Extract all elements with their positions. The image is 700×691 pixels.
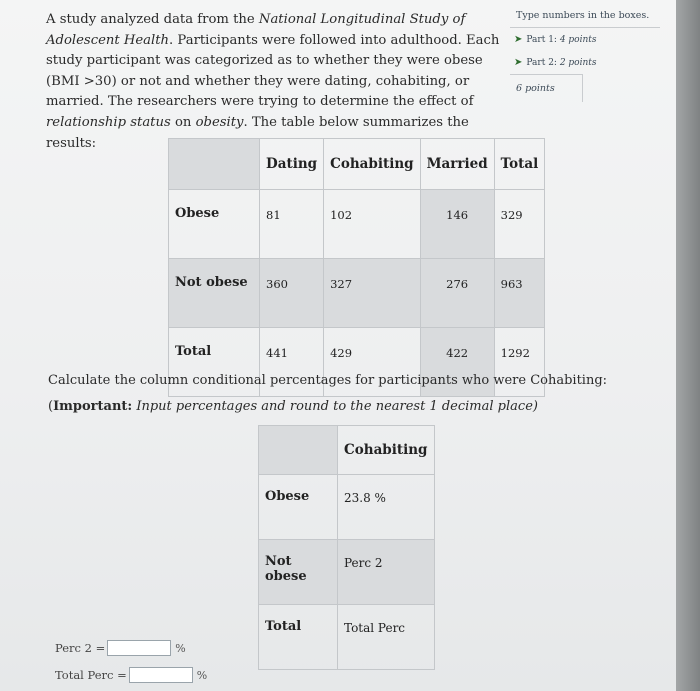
table-row	[169, 190, 545, 259]
total-perc-input[interactable]	[129, 667, 193, 683]
cell-value: 146	[420, 190, 494, 259]
cond-label-obese: Obese	[259, 475, 338, 540]
header-married: Married	[420, 139, 494, 190]
part-1-name: Part 1:	[526, 34, 557, 45]
question-line: Calculate the column conditional percentages for participants who were Cohabiting:	[48, 373, 608, 388]
intro-text-3: on	[170, 114, 196, 130]
important-text: Input percentages and round to the nearest 1 decimal place)	[132, 399, 538, 414]
important-note	[48, 394, 608, 420]
part-1-link[interactable]	[510, 28, 660, 51]
cond-value-obese: 23.8 %	[338, 475, 435, 540]
part-2-name: Part 2:	[526, 57, 557, 68]
intro-relationship-status: relationship status	[46, 114, 171, 130]
table-row	[169, 259, 545, 328]
cond-header-row	[259, 426, 435, 475]
intro-obesity: obesity	[195, 114, 244, 130]
cell-value: 276	[420, 259, 494, 328]
table-corner	[169, 139, 260, 190]
part-2-link[interactable]	[510, 51, 660, 74]
table-row	[259, 605, 435, 670]
total-points: 6 points	[510, 74, 583, 102]
conditional-table	[258, 425, 435, 670]
total-perc-label: Total Perc =	[55, 668, 127, 682]
important-label: Important:	[53, 399, 133, 414]
intro-text-2: . Participants were followed into adulthood. Each study participant was categorized as to whether they were obese (BMI >30) or not and whether they were dating, cohabiting, or married. The researchers were trying to determine the effect of	[46, 32, 500, 110]
arrow-icon: ➤	[514, 34, 523, 45]
perc2-row	[55, 640, 186, 656]
table-header-row	[169, 139, 545, 190]
header-cohabiting: Cohabiting	[324, 139, 421, 190]
row-label-not-obese: Not obese	[169, 259, 260, 328]
cell-value: 327	[324, 259, 421, 328]
header-total: Total	[494, 139, 545, 190]
percent-unit: %	[175, 641, 186, 655]
problem-intro	[46, 10, 508, 154]
cond-label-not-obese: Not obese	[259, 540, 338, 605]
cell-value: 422	[420, 328, 494, 397]
cond-header-cohabiting: Cohabiting	[338, 426, 435, 475]
cell-value: 102	[324, 190, 421, 259]
hint-text: Type numbers in the boxes.	[510, 6, 660, 28]
cell-value: 360	[260, 259, 324, 328]
perc2-input[interactable]	[107, 640, 171, 656]
cond-value-total: Total Perc	[338, 605, 435, 670]
intro-text-4: . The table below summarizes the results:	[46, 114, 469, 151]
percent-unit: %	[196, 668, 208, 682]
cell-value: 81	[260, 190, 324, 259]
perc2-label: Perc 2 =	[55, 641, 106, 655]
open-paren: (	[48, 399, 54, 414]
table-row	[259, 475, 435, 540]
cell-value: 441	[260, 328, 324, 397]
table-row	[259, 540, 435, 605]
arrow-icon: ➤	[514, 57, 523, 68]
desk-edge	[676, 0, 700, 691]
question-text	[48, 368, 608, 420]
cell-value: 329	[494, 190, 545, 259]
cell-value: 963	[494, 259, 545, 328]
cell-value: 429	[324, 328, 421, 397]
header-dating: Dating	[260, 139, 324, 190]
cond-label-total: Total	[259, 605, 338, 670]
row-label-obese: Obese	[169, 190, 260, 259]
cell-value: 1292	[494, 328, 545, 397]
intro-study-name: National Longitudinal Study of Adolescent Health	[46, 12, 466, 48]
points-sidebar	[510, 6, 660, 102]
row-label-total: Total	[169, 328, 260, 397]
total-perc-row	[55, 667, 207, 683]
intro-text-1: A study analyzed data from the	[46, 12, 259, 27]
data-table	[168, 138, 545, 397]
cond-corner	[259, 426, 338, 475]
part-2-points: 2 points	[559, 57, 597, 68]
part-1-points: 4 points	[559, 34, 597, 45]
cond-value-not-obese: Perc 2	[338, 540, 435, 605]
